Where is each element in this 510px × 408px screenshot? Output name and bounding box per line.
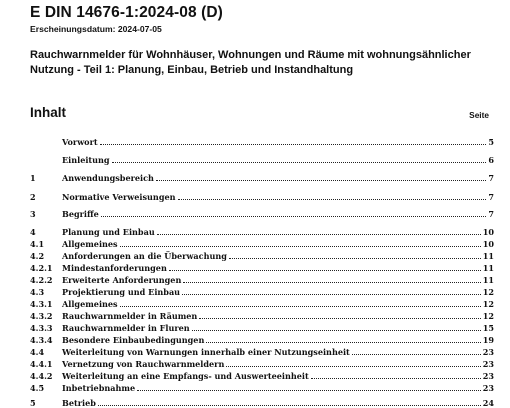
toc-entry-title: Anwendungsbereich xyxy=(62,173,154,183)
toc-entry-title: Vorwort xyxy=(62,137,98,147)
toc-entry-page: 6 xyxy=(488,155,494,165)
toc-dot-leader xyxy=(112,161,487,163)
toc-entry-4-4[interactable] xyxy=(30,345,494,357)
toc-dot-leader xyxy=(178,198,487,200)
toc-entry-einleitung[interactable] xyxy=(30,153,494,165)
toc-dot-leader xyxy=(199,317,480,319)
toc-entry-page: 11 xyxy=(482,263,494,273)
toc-entry-3[interactable] xyxy=(30,207,494,219)
toc-entry-4-2[interactable] xyxy=(30,249,494,261)
toc-heading: Inhalt xyxy=(30,105,66,120)
toc-entry-page: 12 xyxy=(482,311,494,321)
toc-entry-title: Allgemeines xyxy=(62,299,118,309)
toc-entry-4-4-1[interactable] xyxy=(30,357,494,369)
toc-dot-leader xyxy=(137,389,481,391)
publication-date: Erscheinungsdatum: 2024-07-05 xyxy=(30,24,162,34)
toc-entry-title: Begriffe xyxy=(62,209,99,219)
toc-dot-leader xyxy=(98,404,481,406)
toc-entry-number: 4.2.2 xyxy=(30,275,53,285)
toc-entry-number: 3 xyxy=(30,209,36,219)
toc-dot-leader xyxy=(101,215,487,217)
toc-dot-leader xyxy=(157,233,481,235)
toc-entry-title: Planung und Einbau xyxy=(62,227,155,237)
toc-entry-number: 4.3 xyxy=(30,287,45,297)
toc-dot-leader xyxy=(169,269,481,271)
toc-entry-page: 23 xyxy=(482,371,494,381)
toc-entry-4-3-4[interactable] xyxy=(30,333,494,345)
toc-entry-4-1[interactable] xyxy=(30,237,494,249)
toc-entry-number: 4.4.2 xyxy=(30,371,53,381)
toc-entry-4-3[interactable] xyxy=(30,285,494,297)
toc-entry-title: Betrieb xyxy=(62,398,96,408)
toc-entry-5[interactable] xyxy=(30,396,494,408)
toc-entry-title: Mindestanforderungen xyxy=(62,263,167,273)
toc-dot-leader xyxy=(229,257,481,259)
toc-entry-4-2-2[interactable] xyxy=(30,273,494,285)
toc-entry-number: 4.3.4 xyxy=(30,335,53,345)
toc-entry-title: Weiterleitung an eine Empfangs- und Auswerteeinheit xyxy=(62,371,309,381)
toc-dot-leader xyxy=(182,293,481,295)
toc-entry-number: 4.3.3 xyxy=(30,323,53,333)
toc-entry-number: 4.3.1 xyxy=(30,299,53,309)
toc-entry-title: Vernetzung von Rauchwarnmeldern xyxy=(62,359,225,369)
toc-entry-title: Normative Verweisungen xyxy=(62,192,176,202)
toc-entry-number: 2 xyxy=(30,192,36,202)
toc-dot-leader xyxy=(311,377,481,379)
toc-dot-leader xyxy=(100,143,487,145)
toc-page-label: Seite xyxy=(469,110,489,120)
toc-entry-page: 10 xyxy=(482,239,494,249)
toc-dot-leader xyxy=(192,329,481,331)
toc-entry-4-3-3[interactable] xyxy=(30,321,494,333)
toc-entry-2[interactable] xyxy=(30,190,494,202)
toc-entry-title: Erweiterte Anforderungen xyxy=(62,275,182,285)
toc-entry-number: 4.2 xyxy=(30,251,45,261)
toc-entry-4-5[interactable] xyxy=(30,381,494,393)
toc-entry-number: 4.1 xyxy=(30,239,45,249)
toc-dot-leader xyxy=(120,305,481,307)
toc-entry-title: Rauchwarnmelder in Fluren xyxy=(62,323,190,333)
toc-dot-leader xyxy=(120,245,481,247)
document-title-line: Nutzung - Teil 1: Planung, Einbau, Betrieb und Instandhaltung xyxy=(30,63,354,76)
toc-entry-title: Anforderungen an die Überwachung xyxy=(62,251,227,261)
toc-entry-page: 7 xyxy=(488,192,494,202)
toc-entry-page: 15 xyxy=(482,323,494,333)
toc-entry-page: 23 xyxy=(482,347,494,357)
toc-entry-page: 24 xyxy=(482,398,494,408)
toc-entry-title: Besondere Einbaubedingungen xyxy=(62,335,205,345)
toc-entry-page: 7 xyxy=(488,209,494,219)
toc-entry-title: Projektierung und Einbau xyxy=(62,287,181,297)
toc-dot-leader xyxy=(226,365,480,367)
toc-entry-title: Inbetriebnahme xyxy=(62,383,136,393)
toc-dot-leader xyxy=(156,179,486,181)
toc-entry-4-3-1[interactable] xyxy=(30,297,494,309)
toc-entry-page: 23 xyxy=(482,359,494,369)
document-title xyxy=(30,48,500,77)
toc-entry-page: 23 xyxy=(482,383,494,393)
toc-entry-1[interactable] xyxy=(30,171,494,183)
toc-entry-number: 4 xyxy=(30,227,36,237)
toc-entry-page: 10 xyxy=(482,227,494,237)
document-id: E DIN 14676-1:2024-08 (D) xyxy=(30,4,223,21)
toc-entry-title: Einleitung xyxy=(62,155,110,165)
toc-entry-title: Rauchwarnmelder in Räumen xyxy=(62,311,198,321)
toc-dot-leader xyxy=(183,281,480,283)
toc-entry-page: 12 xyxy=(482,299,494,309)
toc-dot-leader xyxy=(206,341,480,343)
toc-entry-number: 4.3.2 xyxy=(30,311,53,321)
toc-entry-page: 11 xyxy=(482,275,494,285)
toc-entry-number: 4.5 xyxy=(30,383,45,393)
toc-entry-number: 5 xyxy=(30,398,36,408)
toc-entry-vorwort[interactable] xyxy=(30,135,494,147)
toc-entry-page: 12 xyxy=(482,287,494,297)
toc-entry-4-4-2[interactable] xyxy=(30,369,494,381)
toc-entry-page: 7 xyxy=(488,173,494,183)
toc-entry-page: 11 xyxy=(482,251,494,261)
toc-entry-number: 4.4 xyxy=(30,347,45,357)
toc-entry-4-3-2[interactable] xyxy=(30,309,494,321)
toc-dot-leader xyxy=(352,353,481,355)
toc-entry-4[interactable] xyxy=(30,225,494,237)
toc-entry-page: 5 xyxy=(488,137,494,147)
toc-entry-number: 4.2.1 xyxy=(30,263,53,273)
toc-entry-4-2-1[interactable] xyxy=(30,261,494,273)
toc-entry-number: 4.4.1 xyxy=(30,359,53,369)
toc-entry-number: 1 xyxy=(30,173,36,183)
document-title-line: Rauchwarnmelder für Wohnhäuser, Wohnungen und Räume mit wohnungsähnlicher xyxy=(30,49,471,61)
toc-entry-title: Allgemeines xyxy=(62,239,118,249)
toc-entry-page: 19 xyxy=(482,335,494,345)
toc-entry-title: Weiterleitung von Warnungen innerhalb einer Nutzungseinheit xyxy=(62,347,350,357)
